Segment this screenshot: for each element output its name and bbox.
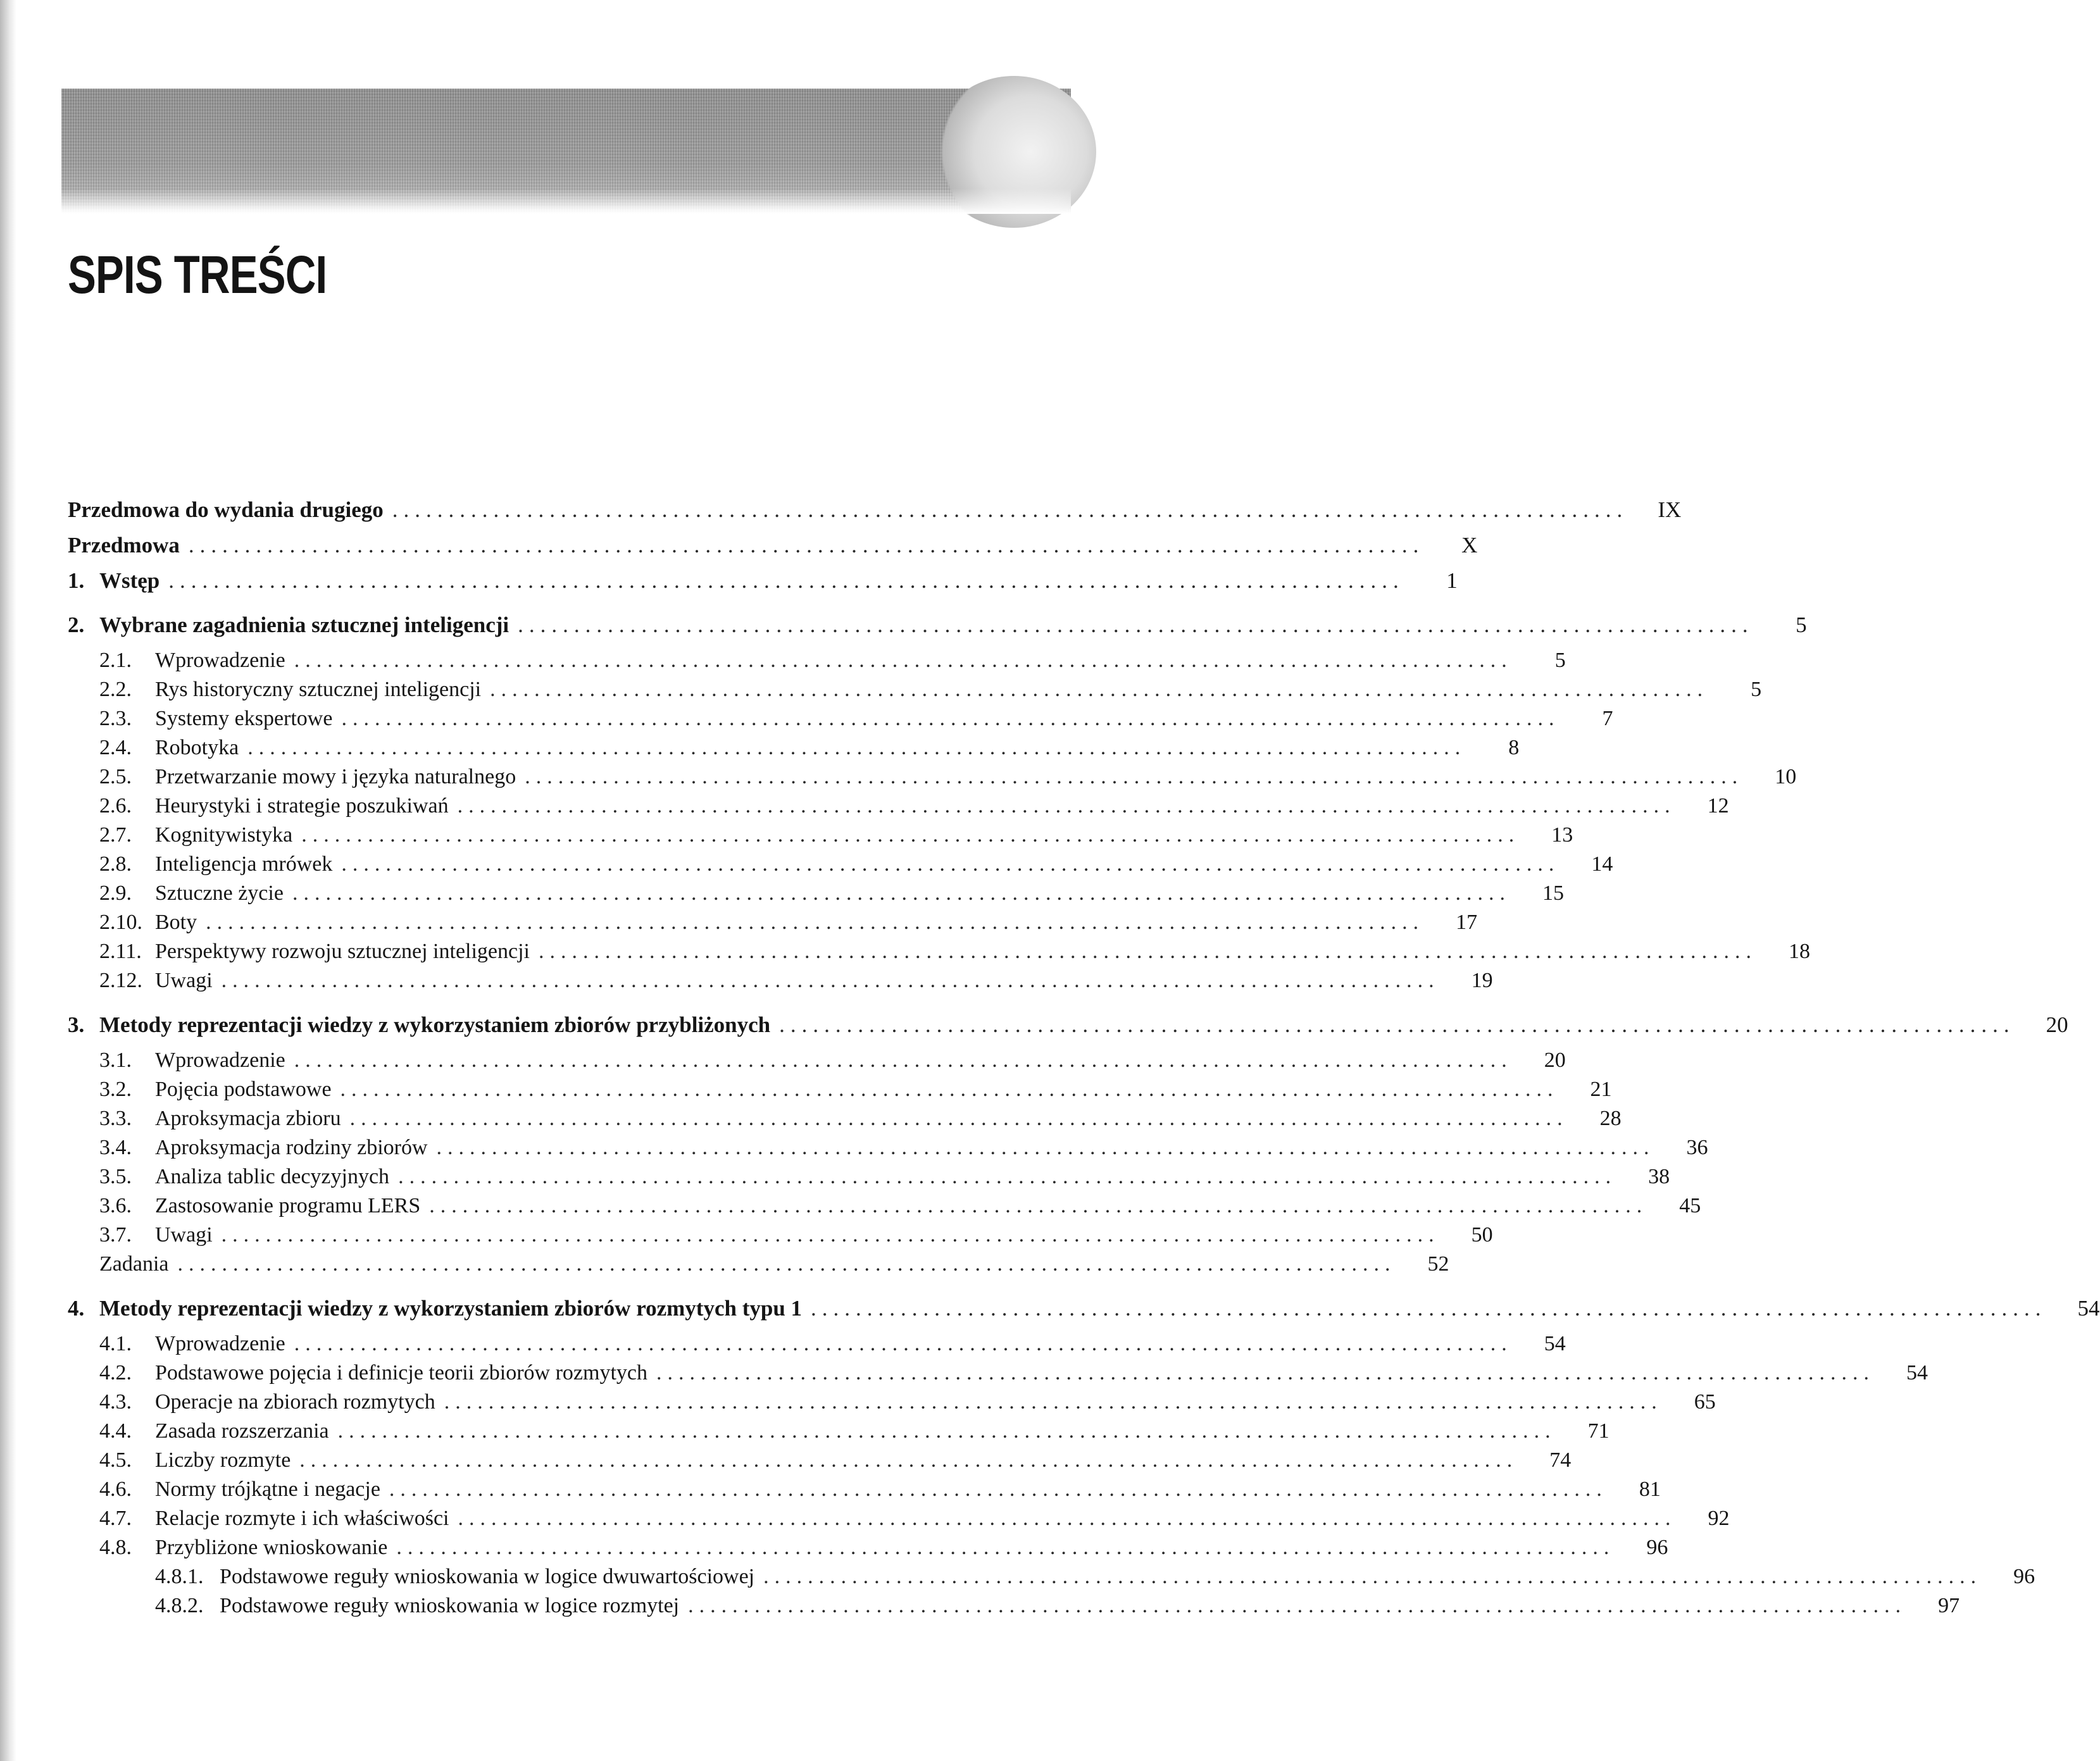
toc-section — [68, 1192, 1701, 1221]
toc-entry-page: 97 — [1938, 1594, 1960, 1617]
toc-entry-label: Podstawowe reguły wnioskowania w logice rozmytej — [220, 1594, 680, 1617]
toc-entry-label: Wprowadzenie — [155, 649, 285, 672]
toc-section-number: 2.9. — [99, 881, 132, 905]
toc-section-number: 2.1. — [99, 649, 132, 672]
toc-section — [68, 1534, 1668, 1563]
toc-entry-label: Normy trójkątne i negacje — [155, 1478, 380, 1501]
toc-entry-label: Podstawowe reguły wnioskowania w logice dwuwartościowej — [220, 1565, 755, 1588]
toc-leader-dots: .............................................................................................................. — [457, 794, 1676, 818]
toc-entry-page: 36 — [1686, 1136, 1708, 1159]
toc-entry-preface-2nd-edition — [68, 496, 1682, 525]
toc-entry-label: Sztuczne życie — [155, 881, 284, 905]
toc-entry-page: 10 — [1775, 765, 1797, 788]
toc-section-number: 3.6. — [99, 1194, 132, 1217]
toc-entry-page: 1 — [1446, 568, 1458, 593]
toc-section-number: 3.7. — [99, 1223, 132, 1247]
toc-subsection-number: 4.8.2. — [155, 1594, 204, 1617]
toc-entry-page: 14 — [1591, 852, 1613, 876]
toc-leader-dots: .............................................................................................................. — [763, 1565, 1982, 1588]
toc-entry-label: Wprowadzenie — [155, 1049, 285, 1072]
toc-leader-dots: .............................................................................................................. — [525, 765, 1744, 788]
toc-chapter-number: 4. — [68, 1296, 85, 1321]
toc-chapter-4 — [68, 1295, 2100, 1324]
toc-leader-dots: .............................................................................................................. — [389, 1478, 1608, 1501]
toc-leader-dots: .............................................................................................................. — [341, 707, 1560, 730]
toc-leader-dots: .............................................................................................................. — [392, 497, 1628, 522]
toc-section — [68, 1359, 1928, 1388]
toc-section — [68, 821, 1573, 850]
toc-leader-dots: .............................................................................................................. — [341, 852, 1560, 876]
toc-section-number: 2.5. — [99, 765, 132, 788]
toc-leader-dots: .............................................................................................................. — [444, 1390, 1663, 1414]
toc-entry-page: 8 — [1508, 736, 1520, 759]
toc-entry-label: Inteligencja mrówek — [155, 852, 333, 876]
toc-section — [68, 1163, 1670, 1192]
toc-leader-dots: .............................................................................................................. — [221, 969, 1440, 992]
toc-entry-page: 15 — [1542, 881, 1564, 905]
toc-leader-dots: .............................................................................................................. — [221, 1223, 1440, 1247]
toc-leader-dots: .............................................................................................................. — [539, 940, 1757, 963]
toc-entry-label: Przybliżone wnioskowanie — [155, 1536, 388, 1559]
toc-tasks-entry — [68, 1250, 1449, 1279]
toc-entry-page: 71 — [1587, 1419, 1609, 1443]
toc-entry-label: Rys historyczny sztucznej inteligencji — [155, 678, 482, 701]
toc-section-number: 2.4. — [99, 736, 132, 759]
toc-entry-label: Uwagi — [155, 1223, 213, 1247]
toc-leader-dots: .............................................................................................................. — [811, 1296, 2047, 1321]
toc-entry-page: 18 — [1789, 940, 1810, 963]
toc-chapter-2 — [68, 611, 1807, 640]
toc-entry-label: Perspektywy rozwoju sztucznej inteligencji — [155, 940, 530, 963]
toc-entry-label: Analiza tablic decyzyjnych — [155, 1165, 390, 1188]
toc-entry-page: 38 — [1648, 1165, 1670, 1188]
toc-leader-dots: .............................................................................................................. — [294, 1332, 1513, 1355]
toc-section — [68, 1047, 1566, 1076]
toc-entry-page: 65 — [1694, 1390, 1716, 1414]
toc-entry-page: 5 — [1751, 678, 1762, 701]
toc-entry-label: Systemy ekspertowe — [155, 707, 333, 730]
toc-section — [68, 967, 1493, 996]
header-fade — [61, 189, 1071, 214]
toc-leader-dots: .............................................................................................................. — [396, 1536, 1615, 1559]
toc-chapter-number: 2. — [68, 613, 85, 637]
toc-leader-dots: .............................................................................................................. — [656, 1361, 1875, 1385]
toc-section-number: 4.5. — [99, 1448, 132, 1472]
toc-leader-dots: .............................................................................................................. — [177, 1252, 1396, 1276]
toc-entry-label: Aproksymacja rodziny zbiorów — [155, 1136, 428, 1159]
toc-section-number: 2.11. — [99, 940, 142, 963]
toc-entry-page: 54 — [1906, 1361, 1928, 1385]
toc-section — [68, 938, 1810, 967]
toc-leader-dots: .............................................................................................................. — [340, 1078, 1559, 1101]
toc-section — [68, 705, 1613, 734]
toc-section — [68, 909, 1478, 938]
toc-leader-dots: .............................................................................................................. — [168, 568, 1404, 593]
toc-section — [68, 1134, 1708, 1163]
toc-entry-page: 81 — [1639, 1478, 1661, 1501]
header-decorative-band — [61, 89, 1071, 214]
toc-entry-label: Robotyka — [155, 736, 239, 759]
toc-entry-label: Przedmowa do wydania drugiego — [68, 497, 384, 522]
toc-entry-page: 45 — [1679, 1194, 1701, 1217]
toc-leader-dots: .............................................................................................................. — [337, 1419, 1556, 1443]
toc-section — [68, 676, 1762, 705]
toc-section-number: 3.4. — [99, 1136, 132, 1159]
toc-entry-label: Przedmowa — [68, 533, 180, 557]
toc-section-number: 3.3. — [99, 1107, 132, 1130]
toc-entry-label: Metody reprezentacji wiedzy z wykorzystaniem zbiorów rozmytych typu 1 — [99, 1296, 803, 1321]
toc-leader-dots: .............................................................................................................. — [294, 1049, 1513, 1072]
toc-entry-label: Operacje na zbiorach rozmytych — [155, 1390, 435, 1414]
toc-entry-page: 7 — [1602, 707, 1613, 730]
toc-entry-page: 54 — [2077, 1296, 2100, 1321]
toc-section — [68, 1388, 1716, 1417]
toc-section-number: 4.2. — [99, 1361, 132, 1385]
toc-leader-dots: .............................................................................................................. — [349, 1107, 1568, 1130]
toc-chapter-1 — [68, 567, 1458, 596]
toc-section-number: 4.1. — [99, 1332, 132, 1355]
toc-entry-page: 54 — [1544, 1332, 1566, 1355]
toc-entry-page: 20 — [1544, 1049, 1566, 1072]
toc-leader-dots: .............................................................................................................. — [436, 1136, 1655, 1159]
toc-chapter-number: 3. — [68, 1012, 85, 1037]
toc-section-number: 2.3. — [99, 707, 132, 730]
toc-section-number: 4.6. — [99, 1478, 132, 1501]
toc-leader-dots: .............................................................................................................. — [292, 881, 1511, 905]
toc-entry-label: Aproksymacja zbioru — [155, 1107, 341, 1130]
toc-entry-page: 74 — [1549, 1448, 1572, 1472]
toc-subsection — [68, 1563, 2035, 1592]
toc-entry-label: Pojęcia podstawowe — [155, 1078, 332, 1101]
toc-entry-label: Wybrane zagadnienia sztucznej inteligencji — [99, 613, 509, 637]
toc-entry-label: Boty — [155, 911, 197, 934]
toc-section — [68, 647, 1566, 676]
toc-section-number: 2.7. — [99, 823, 132, 847]
toc-entry-label: Zadania — [99, 1252, 169, 1276]
toc-leader-dots: .............................................................................................................. — [247, 736, 1466, 759]
toc-leader-dots: .............................................................................................................. — [188, 533, 1425, 557]
toc-entry-page: X — [1461, 533, 1478, 557]
toc-section — [68, 792, 1729, 821]
toc-section — [68, 1076, 1612, 1105]
toc-section — [68, 734, 1520, 763]
page-title: SPIS TREŚCI — [68, 245, 327, 304]
toc-section-number: 2.2. — [99, 678, 132, 701]
toc-section-number: 4.7. — [99, 1507, 132, 1530]
toc-entry-page: 96 — [1646, 1536, 1668, 1559]
toc-section-number: 2.6. — [99, 794, 132, 818]
toc-chapter-3 — [68, 1011, 2068, 1040]
toc-entry-label: Heurystyki i strategie poszukiwań — [155, 794, 449, 818]
toc-section-number: 4.4. — [99, 1419, 132, 1443]
toc-entry-label: Podstawowe pojęcia i definicje teorii zbiorów rozmytych — [155, 1361, 647, 1385]
toc-section-number: 3.1. — [99, 1049, 132, 1072]
toc-section — [68, 1447, 1572, 1476]
toc-entry-page: 28 — [1599, 1107, 1622, 1130]
toc-section — [68, 1105, 1622, 1134]
toc-leader-dots: .............................................................................................................. — [779, 1012, 2015, 1037]
toc-section-number: 2.10. — [99, 911, 142, 934]
toc-leader-dots: .............................................................................................................. — [294, 649, 1513, 672]
toc-section — [68, 1417, 1609, 1447]
toc-leader-dots: .............................................................................................................. — [518, 613, 1754, 637]
toc-leader-dots: .............................................................................................................. — [490, 678, 1709, 701]
toc-entry-label: Przetwarzanie mowy i języka naturalnego — [155, 765, 516, 788]
toc-section-number: 3.2. — [99, 1078, 132, 1101]
toc-entry-preface — [68, 532, 1478, 561]
toc-entry-page: 20 — [2046, 1012, 2068, 1037]
toc-entry-page: 12 — [1707, 794, 1729, 818]
toc-entry-page: 21 — [1590, 1078, 1612, 1101]
toc-leader-dots: .............................................................................................................. — [301, 823, 1520, 847]
toc-leader-dots: .............................................................................................................. — [398, 1165, 1617, 1188]
toc-entry-label: Kognitywistyka — [155, 823, 293, 847]
toc-entry-label: Zastosowanie programu LERS — [155, 1194, 421, 1217]
toc-section — [68, 1505, 1730, 1534]
toc-entry-page: 92 — [1708, 1507, 1730, 1530]
toc-section-number: 2.8. — [99, 852, 132, 876]
toc-entry-label: Wstęp — [99, 568, 160, 593]
toc-entry-page: 5 — [1554, 649, 1566, 672]
toc-entry-page: 96 — [2013, 1565, 2035, 1588]
toc-subsection-number: 4.8.1. — [155, 1565, 204, 1588]
toc-section-number: 3.5. — [99, 1165, 132, 1188]
toc-entry-page: 19 — [1471, 969, 1493, 992]
toc-leader-dots: .............................................................................................................. — [458, 1507, 1677, 1530]
toc-entry-page: 13 — [1551, 823, 1573, 847]
toc-entry-page: 52 — [1427, 1252, 1449, 1276]
toc-entry-label: Zasada rozszerzania — [155, 1419, 329, 1443]
toc-leader-dots: .............................................................................................................. — [206, 911, 1425, 934]
toc-section — [68, 880, 1564, 909]
toc-entry-page: IX — [1658, 497, 1682, 522]
toc-entry-label: Wprowadzenie — [155, 1332, 285, 1355]
toc-section — [68, 1221, 1493, 1250]
toc-subsection — [68, 1592, 1960, 1621]
toc-section-number: 4.3. — [99, 1390, 132, 1414]
toc-entry-label: Metody reprezentacji wiedzy z wykorzystaniem zbiorów przybliżonych — [99, 1012, 771, 1037]
toc-leader-dots: .............................................................................................................. — [688, 1594, 1907, 1617]
toc-section-number: 4.8. — [99, 1536, 132, 1559]
toc-section-number: 2.12. — [99, 969, 142, 992]
toc-section — [68, 763, 1797, 792]
toc-section — [68, 1476, 1661, 1505]
toc-chapter-number: 1. — [68, 568, 85, 593]
page-edge-shadow — [0, 0, 16, 1761]
toc-section — [68, 1330, 1566, 1359]
toc-entry-label: Relacje rozmyte i ich właściwości — [155, 1507, 449, 1530]
toc-entry-label: Liczby rozmyte — [155, 1448, 291, 1472]
toc-entry-page: 50 — [1471, 1223, 1493, 1247]
toc-entry-page: 17 — [1456, 911, 1478, 934]
toc-leader-dots: .............................................................................................................. — [429, 1194, 1648, 1217]
toc-entry-page: 5 — [1796, 613, 1807, 637]
toc-entry-label: Uwagi — [155, 969, 213, 992]
table-of-contents — [68, 481, 2100, 1621]
toc-leader-dots: .............................................................................................................. — [299, 1448, 1518, 1472]
toc-section — [68, 850, 1613, 880]
